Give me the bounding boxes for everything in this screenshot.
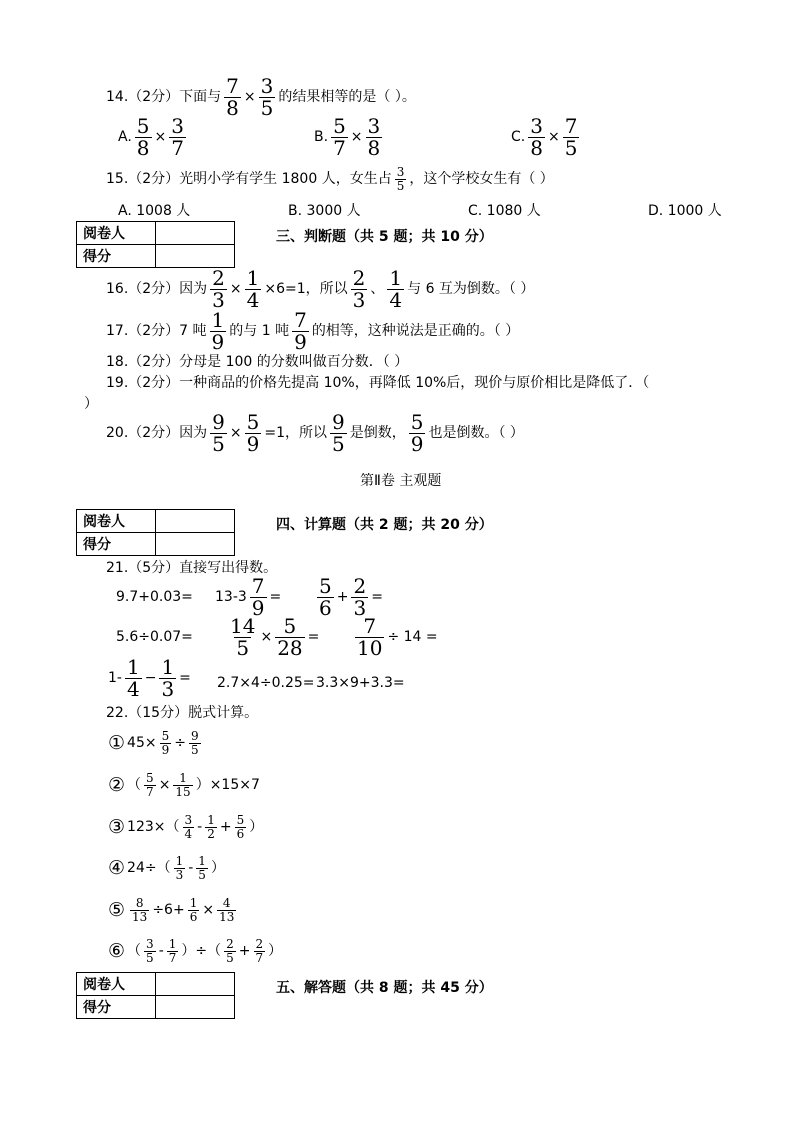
grader-table (76, 221, 235, 268)
question-19: 19.（2分）一种商品的价格先提高 10%，再降低 10%后，现价与原价相比是降低了．（ (106, 375, 650, 391)
q15-option-b[interactable]: B. 3000 人 (288, 203, 361, 219)
fraction: $\frac{1}{5}$ (198, 853, 206, 882)
fraction: $\frac{1}{7}$ (168, 936, 177, 965)
reviewer-label: 阅卷人 (77, 222, 156, 245)
question-16: 16.（2分）因为 $\frac{2}{3}$ × $\frac{1}{4}$ ×6=1，所以 $\frac{2}{3}$ 、 $\frac{1}{4}$ 与 6 互为倒数。（ ） (106, 265, 535, 312)
reviewer-field[interactable] (156, 510, 235, 533)
q22-expression-3: ③ 123×（ $\frac{3}{4}$ - $\frac{1}{2}$ + $\frac{5}{6}$ ） (108, 812, 264, 841)
fraction: $\frac{5}{8}$ (136, 113, 150, 160)
q21-item: $\frac{14}{5}$ × $\frac{5}{28}$ = (230, 613, 320, 660)
q14-option-c[interactable]: C. $\frac{3}{8}$ × $\frac{7}{5}$ (511, 113, 578, 160)
fraction: $\frac{3}{5}$ (146, 936, 154, 965)
q22-expression-4: ④ 24÷（ $\frac{1}{3}$ - $\frac{1}{5}$ ） (108, 853, 225, 882)
q21-item: 13-3 $\frac{7}{9}$ = (215, 573, 282, 620)
fraction: $\frac{7}{10}$ (357, 613, 383, 660)
score-field[interactable] (156, 245, 235, 268)
fraction: $\frac{7}{9}$ (251, 573, 265, 620)
fraction: $\frac{1}{6}$ (189, 895, 198, 924)
fraction: $\frac{3}{4}$ (184, 812, 193, 841)
score-label: 得分 (77, 533, 156, 556)
fraction: $\frac{5}{7}$ (146, 770, 154, 799)
fraction: $\frac{5}{28}$ (277, 613, 303, 660)
reviewer-field[interactable] (156, 973, 235, 996)
fraction: $\frac{3}{8}$ (530, 113, 543, 160)
fraction: $\frac{7}{9}$ (294, 307, 307, 354)
fraction: $\frac{8}{13}$ (132, 895, 148, 924)
fraction: $\frac{1}{3}$ (161, 654, 175, 701)
question-14: 14.（2分）下面与 $\frac{7}{8}$ × $\frac{3}{5}$ 的结果相等的是（ ）。 (106, 73, 416, 120)
question-15: 15.（2分）光明小学有学生 1800 人，女生占 $\frac{3}{5}$ ，这个学校女生有（ ） (106, 164, 554, 193)
question-20: 20.（2分）因为 $\frac{9}{5}$ × $\frac{5}{9}$ =1，所以 $\frac{9}{5}$ 是倒数， $\frac{5}{9}$ 也是倒数。（ ） (106, 409, 524, 456)
fraction: $\frac{2}{3}$ (212, 265, 225, 312)
q15-option-a[interactable]: A. 1008 人 (118, 203, 191, 219)
fraction: $\frac{5}{7}$ (333, 113, 346, 160)
q21-item: 1- $\frac{1}{4}$ − $\frac{1}{3}$ = (108, 654, 191, 701)
q21-item: 3.3×9+3.3= (316, 675, 405, 691)
section-4-title: 四、计算题（共 2 题；共 20 分） (276, 517, 493, 533)
q21-item: $\frac{5}{6}$ + $\frac{2}{3}$ = (319, 573, 383, 620)
question-22: 22.（15分）脱式计算。 (106, 705, 259, 721)
fraction: $\frac{3}{5}$ (396, 164, 405, 193)
score-label: 得分 (77, 245, 156, 268)
q14-option-b[interactable]: B. $\frac{5}{7}$ × $\frac{3}{8}$ (314, 113, 381, 160)
fraction: $\frac{5}{6}$ (236, 812, 245, 841)
fraction: $\frac{1}{2}$ (207, 812, 215, 841)
q21-item: 2.7×4÷0.25= (217, 675, 315, 691)
fraction: $\frac{5}{6}$ (319, 573, 332, 620)
q21-item: 5.6÷0.07= (116, 629, 193, 645)
grader-table (76, 509, 235, 556)
fraction: $\frac{4}{13}$ (219, 895, 235, 924)
fraction: $\frac{1}{4}$ (126, 654, 140, 701)
fraction: $\frac{1}{4}$ (389, 265, 403, 312)
q21-item: 9.7+0.03= (116, 589, 193, 605)
fraction: $\frac{1}{4}$ (246, 265, 260, 312)
part-2-title: 第Ⅱ卷 主观题 (360, 473, 442, 489)
fraction: $\frac{1}{15}$ (175, 770, 191, 799)
q22-expression-1: ① 45× $\frac{5}{9}$ ÷ $\frac{9}{5}$ (108, 728, 199, 757)
q15-option-c[interactable]: C. 1080 人 (468, 203, 541, 219)
fraction: $\frac{3}{5}$ (260, 73, 274, 120)
score-label: 得分 (77, 996, 156, 1019)
section-5-title: 五、解答题（共 8 题；共 45 分） (276, 980, 493, 996)
question-19-cont: ） (84, 396, 98, 412)
fraction: $\frac{14}{5}$ (230, 613, 256, 660)
fraction: $\frac{5}{9}$ (410, 409, 424, 456)
q14-option-a[interactable]: A. $\frac{5}{8}$ × $\frac{3}{7}$ (118, 113, 184, 160)
fraction: $\frac{2}{7}$ (255, 936, 264, 965)
q21-item: $\frac{7}{10}$ ÷ 14 = (357, 613, 438, 660)
fraction: $\frac{2}{5}$ (226, 936, 234, 965)
fraction: $\frac{3}{7}$ (171, 113, 184, 160)
grader-table (76, 972, 235, 1019)
question-17: 17.（2分）7 吨 $\frac{1}{9}$ 的与 1 吨 $\frac{7}{9}$ 的相等，这种说法是正确的。（ ） (106, 307, 520, 354)
fraction: $\frac{9}{5}$ (212, 409, 225, 456)
question-18: 18.（2分）分母是 100 的分数叫做百分数．（ ） (106, 354, 409, 370)
fraction: $\frac{1}{3}$ (175, 853, 184, 882)
fraction: $\frac{3}{8}$ (367, 113, 381, 160)
score-field[interactable] (156, 996, 235, 1019)
fraction: $\frac{5}{9}$ (246, 409, 260, 456)
fraction: $\frac{7}{8}$ (226, 73, 239, 120)
fraction: $\frac{5}{9}$ (161, 728, 170, 757)
score-field[interactable] (156, 533, 235, 556)
fraction: $\frac{9}{5}$ (332, 409, 345, 456)
fraction: $\frac{7}{5}$ (564, 113, 578, 160)
reviewer-label: 阅卷人 (77, 973, 156, 996)
fraction: $\frac{2}{3}$ (352, 265, 366, 312)
reviewer-field[interactable] (156, 222, 235, 245)
reviewer-label: 阅卷人 (77, 510, 156, 533)
fraction: $\frac{9}{5}$ (190, 728, 199, 757)
q15-option-d[interactable]: D. 1000 人 (648, 203, 722, 219)
q22-expression-2: ② （ $\frac{5}{7}$ × $\frac{1}{15}$ ）×15×7 (108, 770, 260, 799)
question-21: 21.（5分）直接写出得数。 (106, 560, 278, 576)
fraction: $\frac{1}{9}$ (211, 307, 225, 354)
section-3-title: 三、判断题（共 5 题；共 10 分） (276, 229, 493, 245)
q22-expression-5: ⑤ $\frac{8}{13}$ ÷6+ $\frac{1}{6}$ × $\frac{4}{13}$ (108, 895, 235, 924)
q22-expression-6: ⑥ （ $\frac{3}{5}$ - $\frac{1}{7}$ ）÷（ $\frac{2}{5}$ + $\frac{2}{7}$ ） (108, 936, 283, 965)
fraction: $\frac{2}{3}$ (353, 573, 367, 620)
